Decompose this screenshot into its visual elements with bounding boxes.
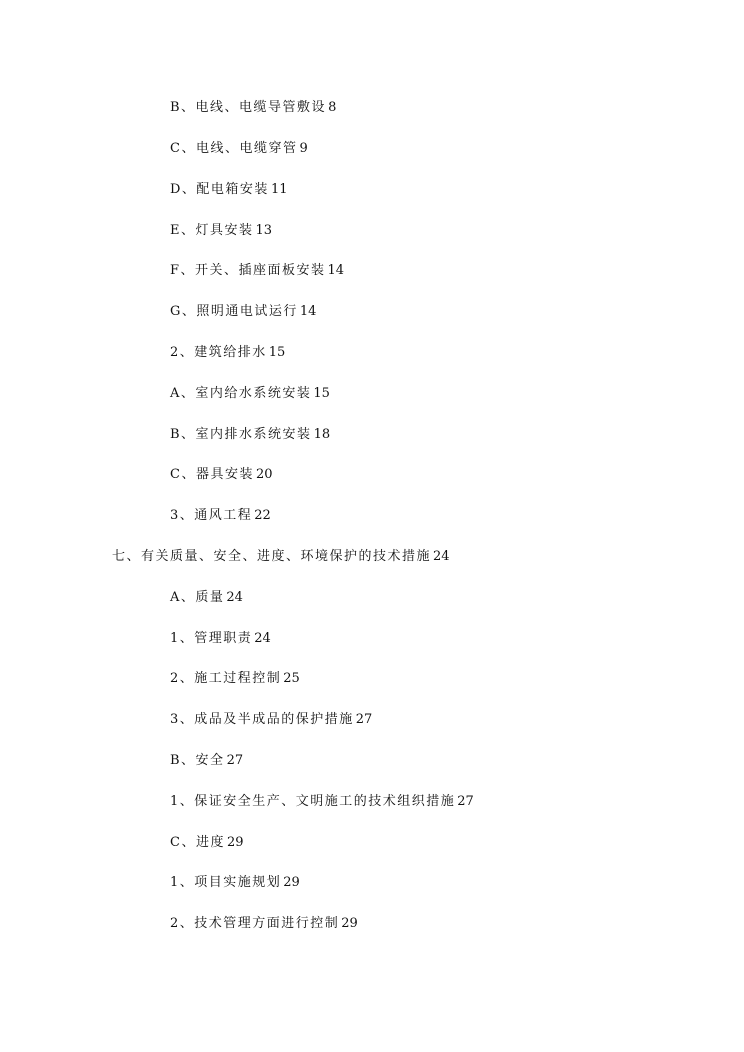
toc-entry-label: C、进度 bbox=[170, 835, 225, 850]
toc-entry-label: B、安全 bbox=[170, 753, 225, 768]
toc-entry-page: 27 bbox=[355, 712, 373, 727]
toc-entry bbox=[170, 915, 358, 933]
toc-entry-label: 1、项目实施规划 bbox=[170, 875, 282, 890]
toc-entry-label: C、器具安装 bbox=[170, 467, 254, 482]
toc-entry-page: 29 bbox=[283, 875, 300, 890]
toc-entry bbox=[170, 874, 300, 892]
toc-entry-page: 24 bbox=[226, 590, 243, 605]
toc-entry-label: A、室内给水系统安装 bbox=[170, 386, 312, 401]
toc-entry-label: B、电线、电缆导管敷设 bbox=[170, 100, 327, 115]
toc-entry-page: 24 bbox=[254, 631, 271, 646]
toc-entry-label: G、照明通电试运行 bbox=[170, 304, 298, 319]
toc-entry bbox=[170, 711, 372, 729]
toc-entry-page: 13 bbox=[255, 223, 273, 238]
toc-entry-page: 27 bbox=[457, 794, 474, 809]
toc-entry bbox=[170, 752, 243, 770]
toc-entry bbox=[112, 548, 450, 566]
toc-entry bbox=[170, 793, 474, 811]
toc-entry bbox=[170, 344, 285, 362]
toc-entry-label: B、室内排水系统安装 bbox=[170, 427, 312, 442]
toc-entry bbox=[170, 262, 344, 280]
toc-entry bbox=[170, 140, 308, 158]
toc-entry bbox=[170, 466, 273, 484]
toc-entry bbox=[170, 670, 300, 688]
toc-entry-page: 29 bbox=[341, 916, 358, 931]
toc-entry-page: 14 bbox=[299, 304, 317, 319]
toc-entry-label: 3、成品及半成品的保护措施 bbox=[170, 712, 354, 727]
toc-entry-label: 1、管理职责 bbox=[170, 631, 253, 646]
toc-entry bbox=[170, 303, 316, 321]
toc-entry-label: 七、有关质量、安全、进度、环境保护的技术措施 bbox=[112, 549, 432, 564]
toc-entry-label: 2、技术管理方面进行控制 bbox=[170, 916, 340, 931]
toc-entry-label: E、灯具安装 bbox=[170, 223, 254, 238]
toc-entry bbox=[170, 426, 330, 444]
toc-entry-page: 25 bbox=[283, 671, 300, 686]
toc-entry bbox=[170, 181, 287, 199]
toc-entry-label: 1、保证安全生产、文明施工的技术组织措施 bbox=[170, 794, 456, 809]
toc-entry-page: 22 bbox=[254, 508, 271, 523]
toc-entry bbox=[170, 589, 243, 607]
toc-entry-page: 15 bbox=[268, 345, 286, 360]
toc-entry-page: 20 bbox=[255, 467, 273, 482]
toc-entry-page: 24 bbox=[433, 549, 450, 564]
toc-entry-page: 15 bbox=[313, 386, 330, 401]
toc-entry-label: A、质量 bbox=[170, 590, 225, 605]
toc-entry bbox=[170, 99, 336, 117]
toc-entry-page: 18 bbox=[313, 427, 331, 442]
toc-entry bbox=[170, 507, 271, 525]
toc-entry bbox=[170, 222, 272, 240]
toc-entry-label: F、开关、插座面板安装 bbox=[170, 263, 326, 278]
toc-entry-page: 27 bbox=[226, 753, 244, 768]
toc-entry-page: 8 bbox=[328, 100, 337, 115]
toc-entry-label: 3、通风工程 bbox=[170, 508, 253, 523]
toc-entry-page: 29 bbox=[226, 835, 244, 850]
toc-entry-label: 2、建筑给排水 bbox=[170, 345, 267, 360]
toc-entry bbox=[170, 834, 244, 852]
toc-entry-page: 14 bbox=[327, 263, 345, 278]
toc-entry-label: C、电线、电缆穿管 bbox=[170, 141, 298, 156]
toc-entry bbox=[170, 630, 271, 648]
toc-entry-label: D、配电箱安装 bbox=[170, 182, 269, 197]
toc-entry bbox=[170, 385, 330, 403]
toc-entry-page: 9 bbox=[299, 141, 308, 156]
toc-entry-label: 2、施工过程控制 bbox=[170, 671, 282, 686]
toc-entry-page: 11 bbox=[270, 182, 288, 197]
